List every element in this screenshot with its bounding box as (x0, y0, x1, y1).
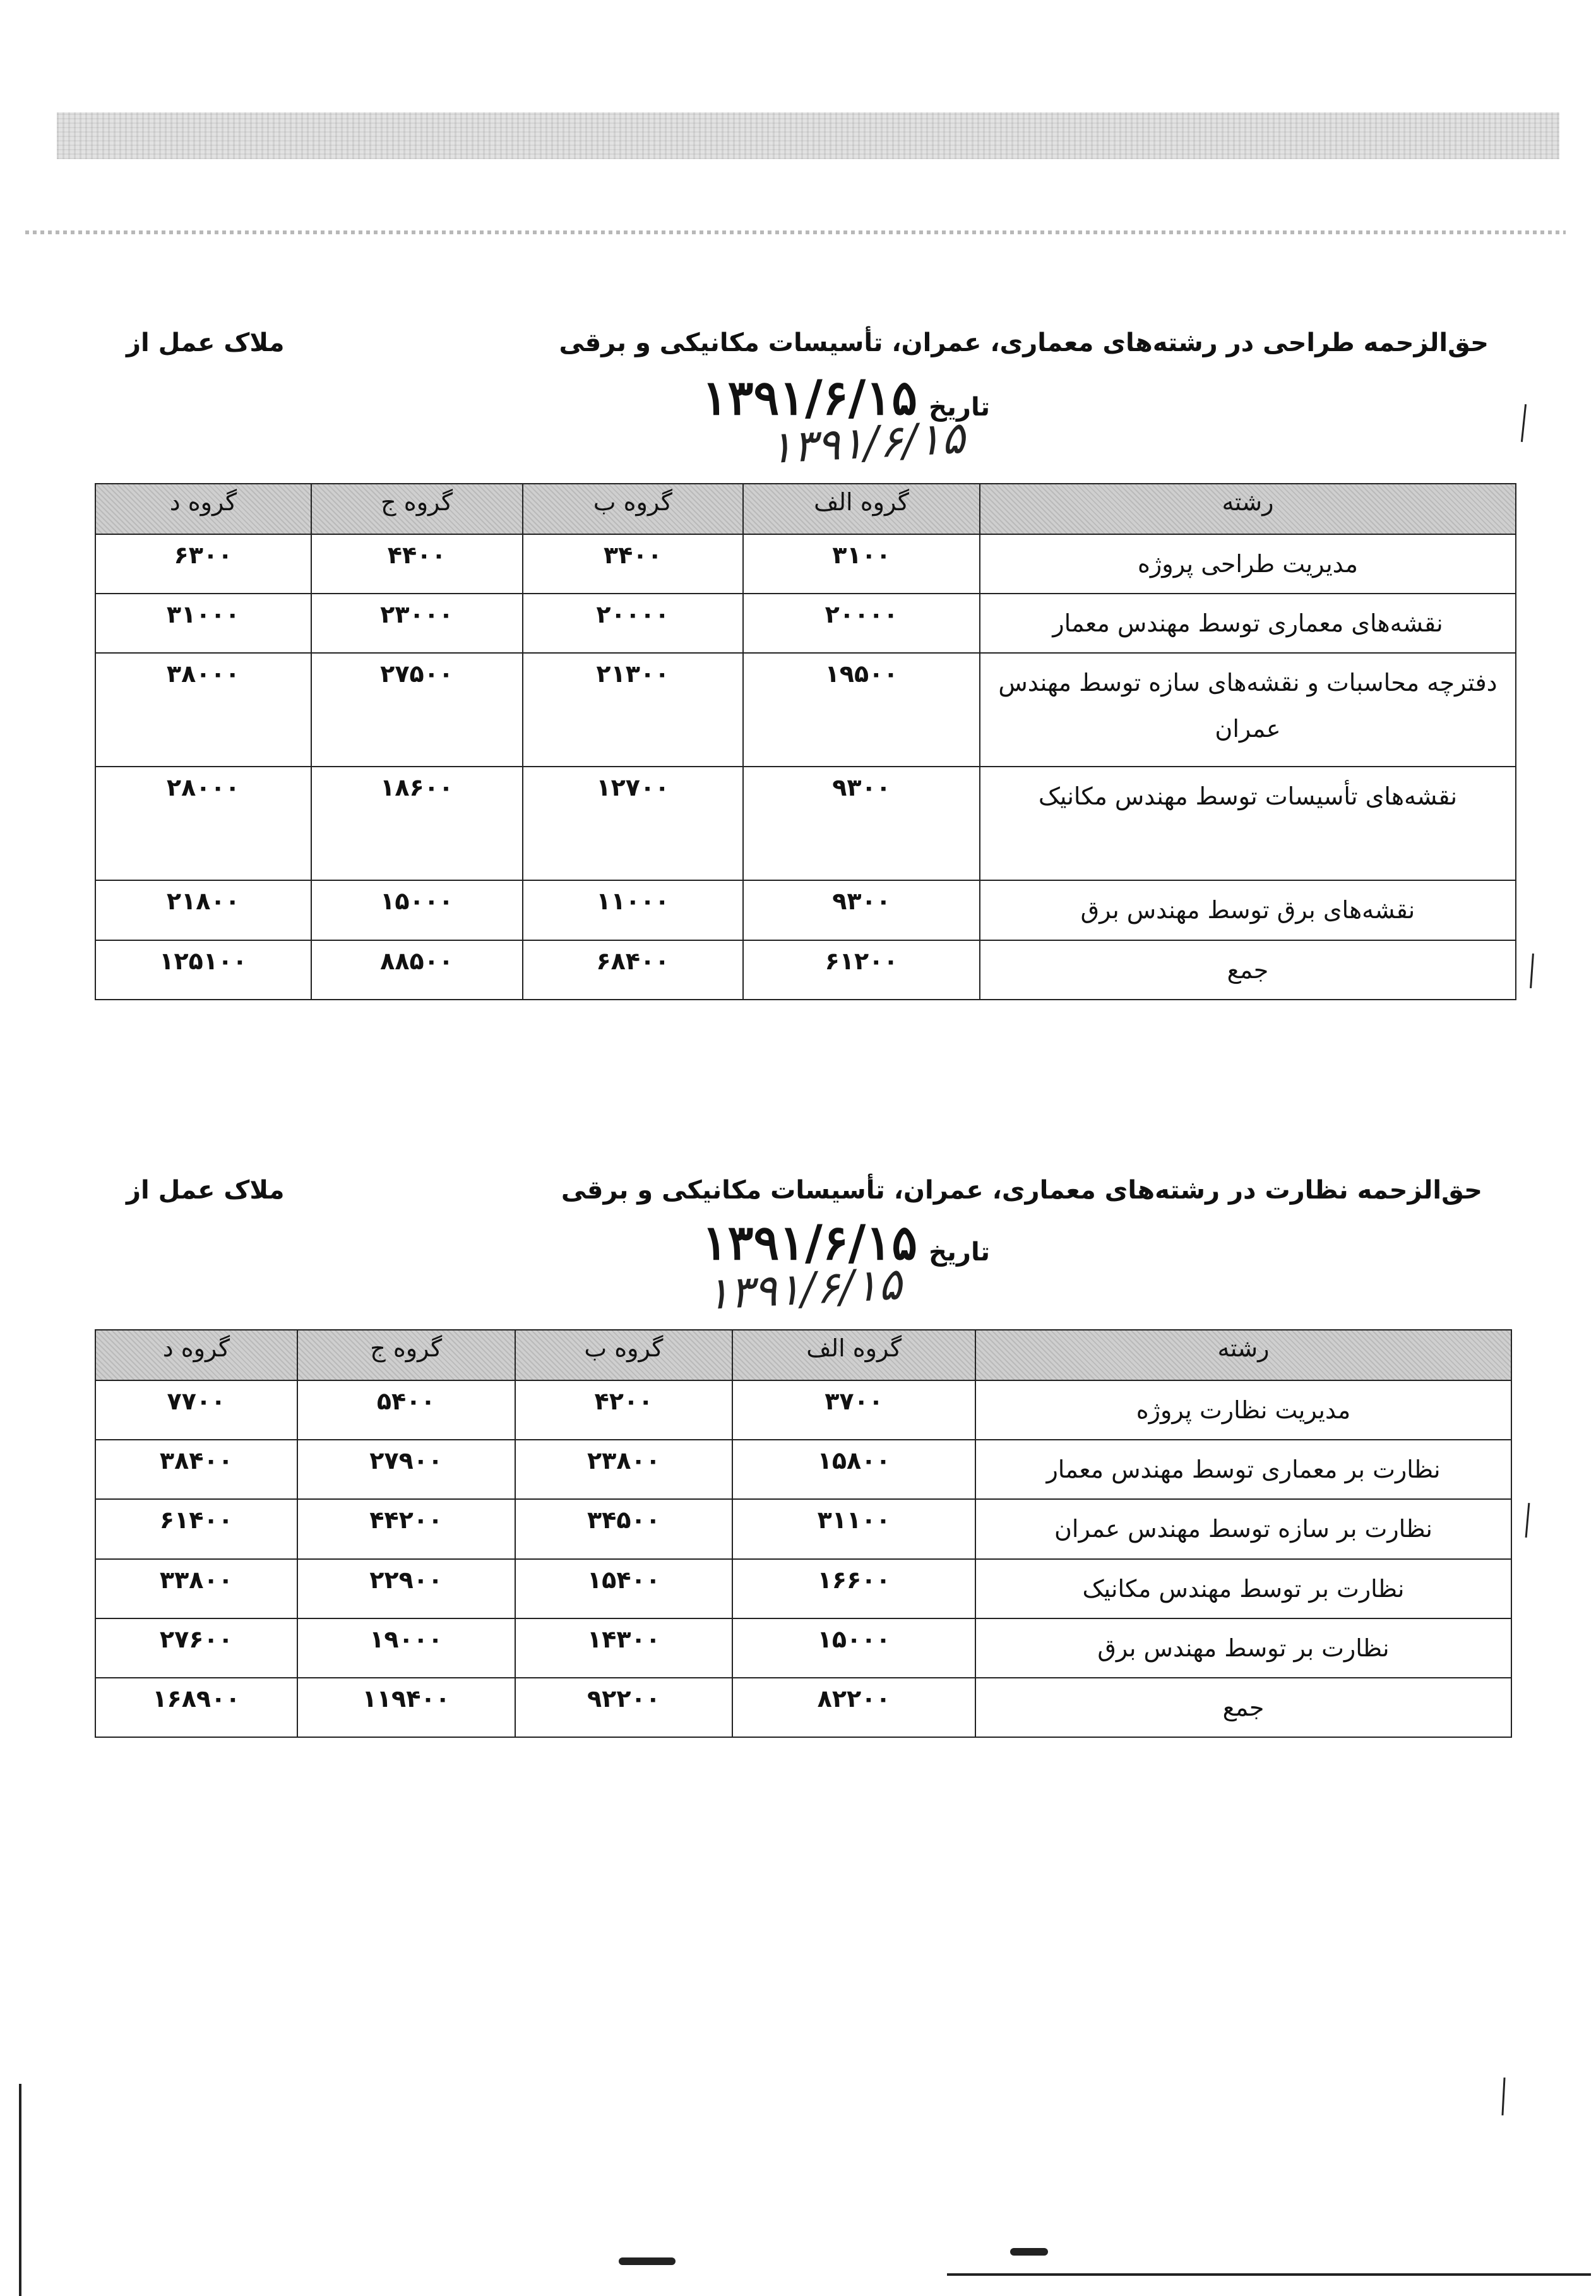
supervision-date-handwritten: ۱۳۹۱/۶/۱۵ (704, 1257, 903, 1320)
value-cell: ۱۱۰۰۰ (523, 880, 744, 940)
value-cell: ۳۷۰۰ (732, 1380, 975, 1440)
design-date-stamp: ۱۳۹۱/۶/۱۵ (701, 369, 918, 426)
supervision-date-row (701, 1214, 990, 1271)
table-row (95, 653, 1516, 767)
col-header-group-alef: گروه الف (732, 1330, 975, 1380)
value-cell: ۳۴۰۰ (523, 534, 744, 594)
col-header-group-dal: گروه د (95, 484, 311, 534)
value-cell: ۲۸۰۰۰ (95, 767, 311, 880)
col-header-group-alef: گروه الف (743, 484, 980, 534)
value-cell: ۱۵۴۰۰ (515, 1559, 733, 1618)
value-cell: ۱۴۳۰۰ (515, 1618, 733, 1678)
value-cell: ۲۷۹۰۰ (297, 1440, 515, 1499)
scan-artifact (619, 2257, 676, 2265)
value-cell: ۱۹۰۰۰ (297, 1618, 515, 1678)
total-value-cell: ۶۱۲۰۰ (743, 940, 980, 1000)
design-date-handwritten: ۱۳۹۱/۶/۱۵ (767, 411, 966, 474)
design-fees-table (95, 483, 1516, 1000)
total-value-cell: ۶۸۴۰۰ (523, 940, 744, 1000)
margin-pen-mark (1501, 2078, 1505, 2115)
table-total-row (95, 940, 1516, 1000)
design-date-label: تاریخ (929, 393, 990, 422)
supervision-basis-label: ملاک عمل از (126, 1176, 285, 1205)
col-header-group-be: گروه ب (515, 1330, 733, 1380)
margin-pen-mark (1525, 1503, 1530, 1538)
table-row (95, 1559, 1511, 1618)
value-cell: ۱۹۵۰۰ (743, 653, 980, 767)
scan-dotted-line (25, 230, 1566, 234)
table-row (95, 1618, 1511, 1678)
table-row (95, 767, 1516, 880)
table-row (95, 1440, 1511, 1499)
value-cell: ۱۸۶۰۰ (311, 767, 523, 880)
value-cell: ۵۴۰۰ (297, 1380, 515, 1440)
value-cell: ۳۴۵۰۰ (515, 1499, 733, 1558)
field-cell: مدیریت نظارت پروژه (975, 1380, 1511, 1440)
scan-artifact (1010, 2248, 1048, 2256)
field-cell: نقشه‌های تأسیسات توسط مهندس مکانیک (980, 767, 1516, 880)
value-cell: ۲۳۰۰۰ (311, 594, 523, 653)
supervision-heading: حق‌الزحمه نظارت در رشته‌های معماری، عمران، تأسیسات مکانیکی و برقی (561, 1176, 1482, 1205)
value-cell: ۲۰۰۰۰ (523, 594, 744, 653)
col-header-group-jim: گروه ج (311, 484, 523, 534)
value-cell: ۲۱۳۰۰ (523, 653, 744, 767)
value-cell: ۳۳۸۰۰ (95, 1559, 297, 1618)
total-value-cell: ۱۶۸۹۰۰ (95, 1678, 297, 1737)
table-row (95, 880, 1516, 940)
scan-frame-edge (947, 2273, 1591, 2276)
value-cell: ۲۷۵۰۰ (311, 653, 523, 767)
value-cell: ۶۱۴۰۰ (95, 1499, 297, 1558)
value-cell: ۱۵۰۰۰ (311, 880, 523, 940)
value-cell: ۳۱۱۰۰ (732, 1499, 975, 1558)
value-cell: ۲۷۶۰۰ (95, 1618, 297, 1678)
value-cell: ۱۶۶۰۰ (732, 1559, 975, 1618)
design-table-header-row (95, 484, 1516, 534)
value-cell: ۱۵۸۰۰ (732, 1440, 975, 1499)
field-cell: نقشه‌های برق توسط مهندس برق (980, 880, 1516, 940)
margin-pen-mark (1521, 404, 1527, 442)
supervision-fees-table (95, 1329, 1512, 1738)
value-cell: ۳۸۰۰۰ (95, 653, 311, 767)
table-row (95, 534, 1516, 594)
table-row (95, 1380, 1511, 1440)
supervision-date-label: تاریخ (929, 1238, 990, 1267)
scan-noise-strip (57, 112, 1559, 159)
field-cell: نظارت بر توسط مهندس برق (975, 1618, 1511, 1678)
value-cell: ۴۴۰۰ (311, 534, 523, 594)
total-label-cell: جمع (980, 940, 1516, 1000)
value-cell: ۳۱۰۰ (743, 534, 980, 594)
table-total-row (95, 1678, 1511, 1737)
value-cell: ۲۲۹۰۰ (297, 1559, 515, 1618)
value-cell: ۱۵۰۰۰ (732, 1618, 975, 1678)
col-header-group-dal: گروه د (95, 1330, 297, 1380)
total-value-cell: ۱۲۵۱۰۰ (95, 940, 311, 1000)
col-header-field: رشته (975, 1330, 1511, 1380)
field-cell: نظارت بر توسط مهندس مکانیک (975, 1559, 1511, 1618)
field-cell: مدیریت طراحی پروژه (980, 534, 1516, 594)
table-row (95, 594, 1516, 653)
design-heading: حق‌الزحمه طراحی در رشته‌های معماری، عمران، تأسیسات مکانیکی و برقی (559, 328, 1489, 357)
supervision-table-header-row (95, 1330, 1511, 1380)
total-value-cell: ۸۲۲۰۰ (732, 1678, 975, 1737)
value-cell: ۴۲۰۰ (515, 1380, 733, 1440)
col-header-field: رشته (980, 484, 1516, 534)
field-cell: نظارت بر معماری توسط مهندس معمار (975, 1440, 1511, 1499)
col-header-group-jim: گروه ج (297, 1330, 515, 1380)
total-value-cell: ۱۱۹۴۰۰ (297, 1678, 515, 1737)
value-cell: ۴۴۲۰۰ (297, 1499, 515, 1558)
scan-frame-edge (19, 2084, 21, 2296)
field-cell: نظارت بر سازه توسط مهندس عمران (975, 1499, 1511, 1558)
total-value-cell: ۹۲۲۰۰ (515, 1678, 733, 1737)
value-cell: ۹۳۰۰ (743, 767, 980, 880)
design-basis-label: ملاک عمل از (126, 328, 285, 357)
value-cell: ۲۰۰۰۰ (743, 594, 980, 653)
value-cell: ۳۱۰۰۰ (95, 594, 311, 653)
supervision-date-stamp: ۱۳۹۱/۶/۱۵ (701, 1214, 918, 1271)
value-cell: ۱۲۷۰۰ (523, 767, 744, 880)
field-cell: دفترچه محاسبات و نقشه‌های سازه توسط مهندس عمران (980, 653, 1516, 767)
field-cell: نقشه‌های معماری توسط مهندس معمار (980, 594, 1516, 653)
margin-pen-mark (1530, 954, 1534, 988)
value-cell: ۳۸۴۰۰ (95, 1440, 297, 1499)
total-label-cell: جمع (975, 1678, 1511, 1737)
table-row (95, 1499, 1511, 1558)
value-cell: ۶۳۰۰ (95, 534, 311, 594)
total-value-cell: ۸۸۵۰۰ (311, 940, 523, 1000)
value-cell: ۷۷۰۰ (95, 1380, 297, 1440)
value-cell: ۹۳۰۰ (743, 880, 980, 940)
value-cell: ۲۳۸۰۰ (515, 1440, 733, 1499)
value-cell: ۲۱۸۰۰ (95, 880, 311, 940)
col-header-group-be: گروه ب (523, 484, 744, 534)
